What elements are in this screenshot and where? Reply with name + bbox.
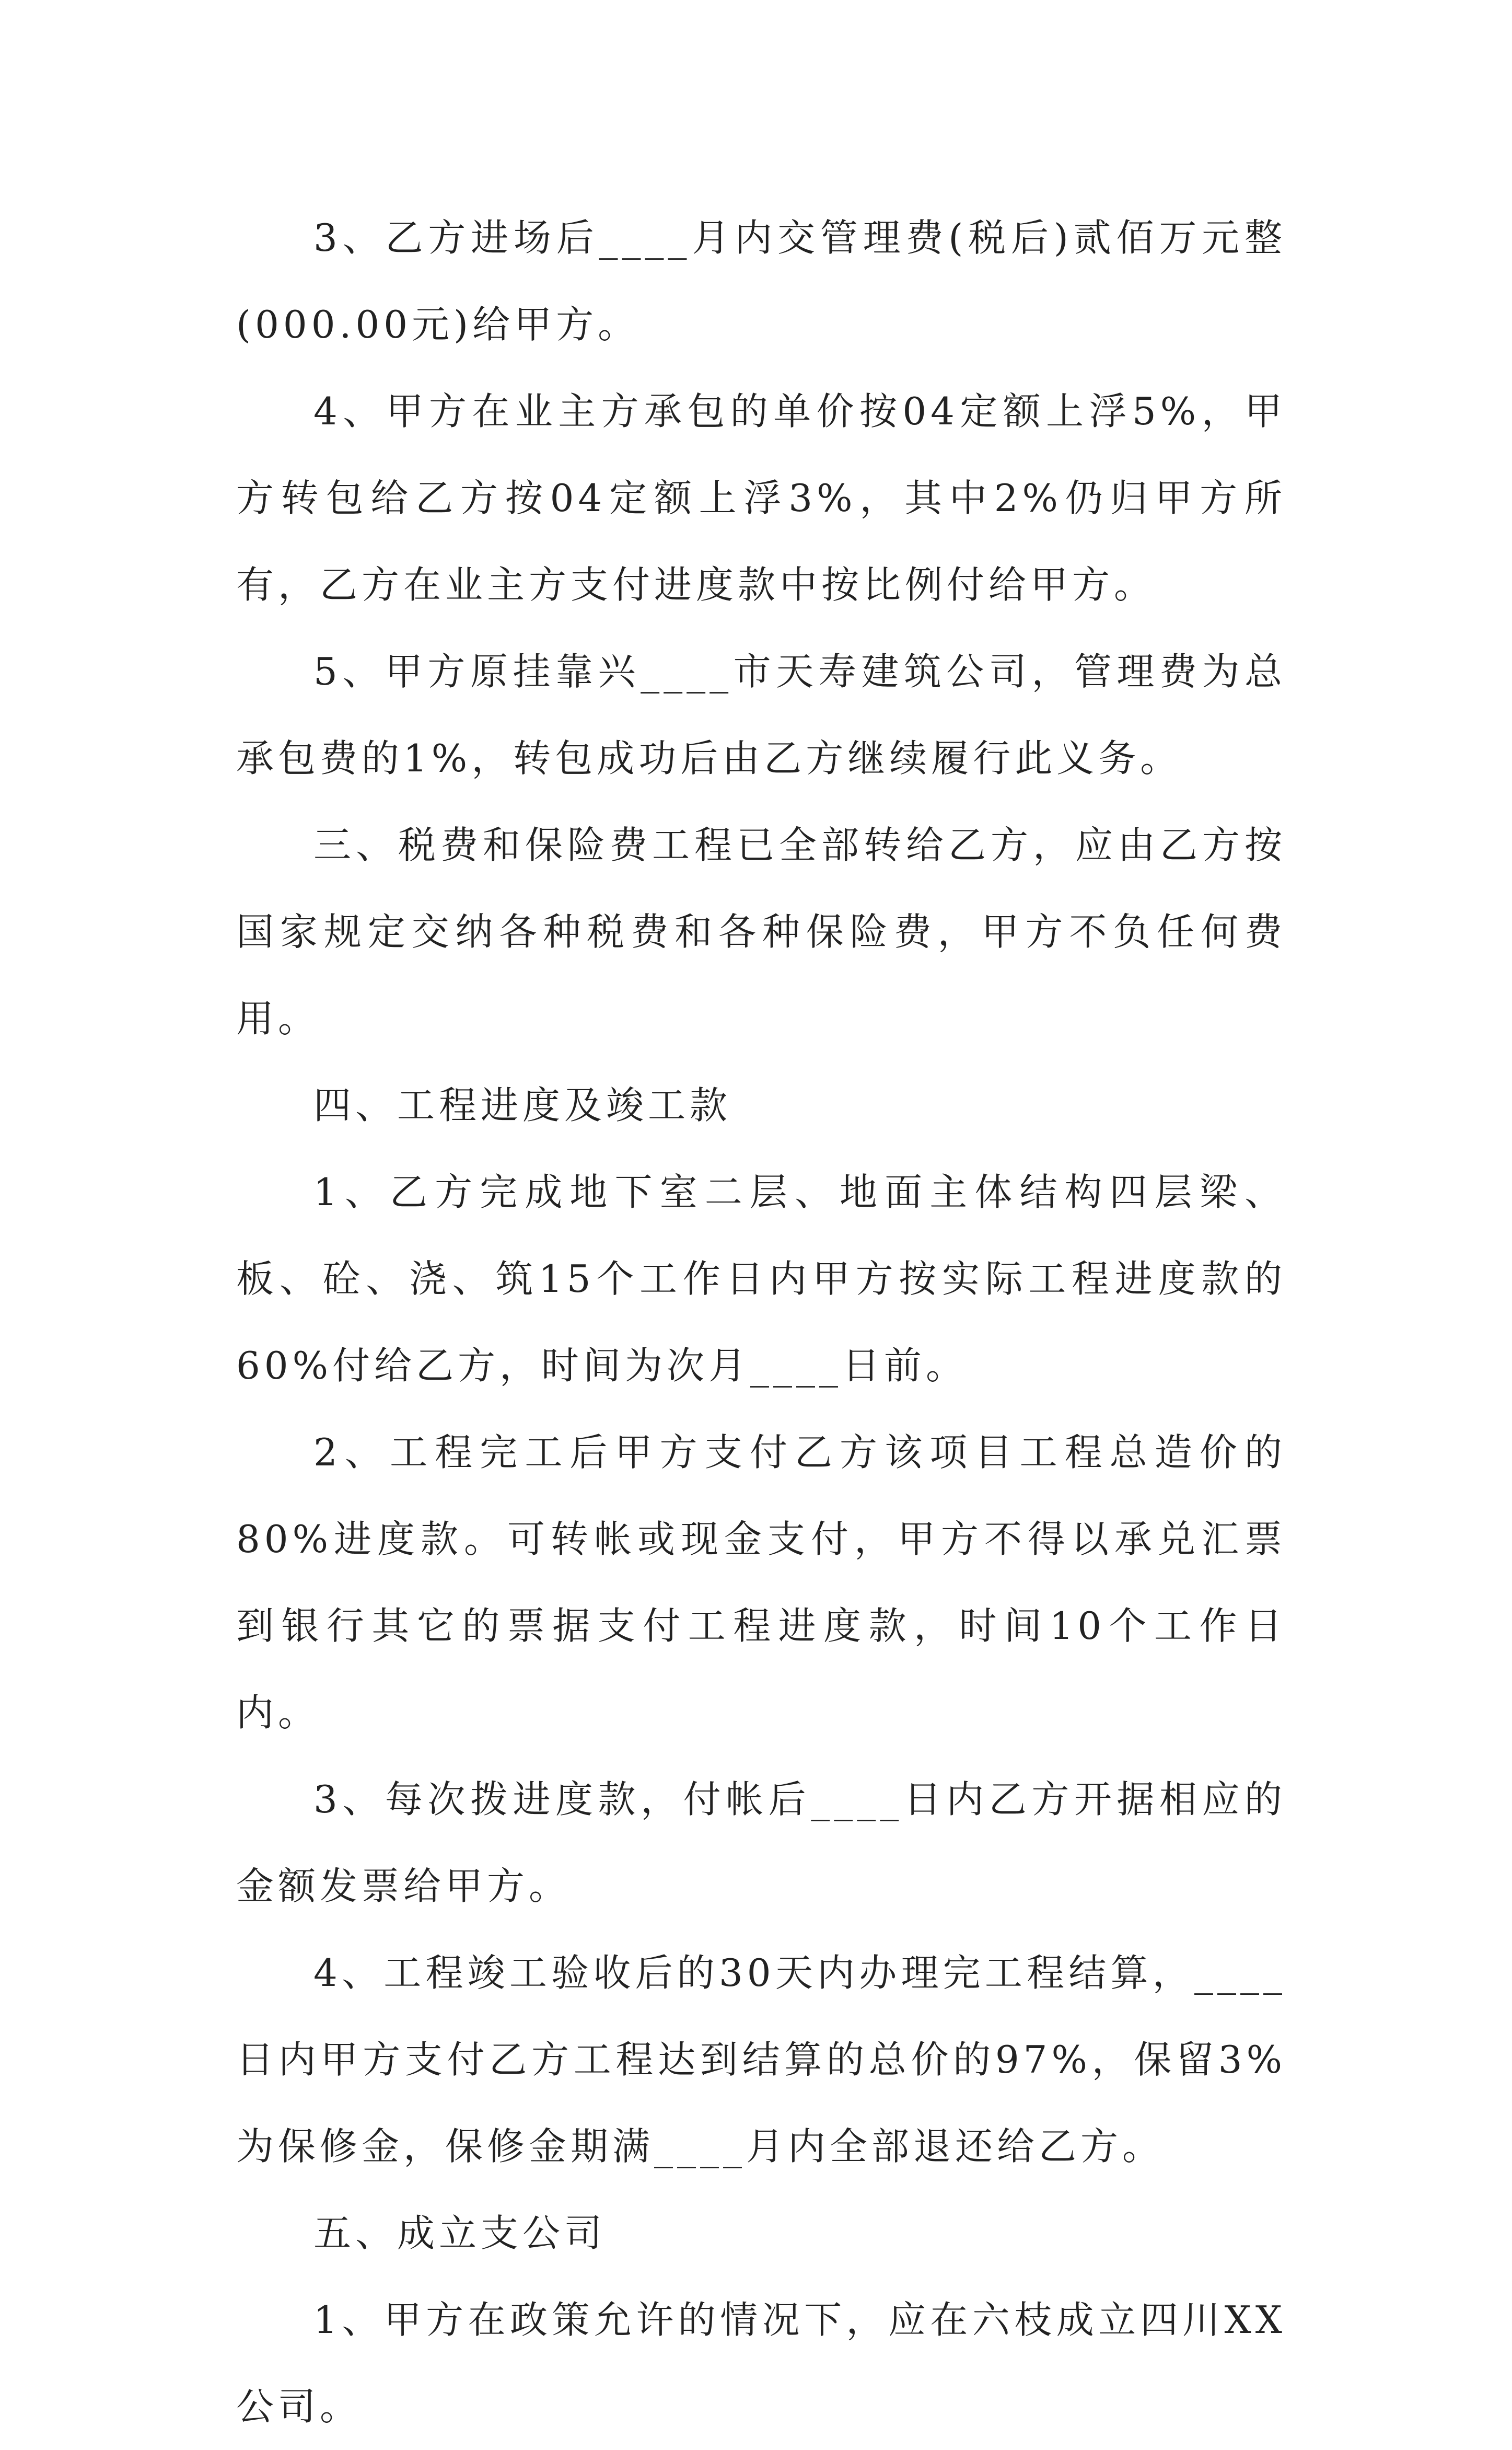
paragraph-settlement: 4、工程竣工验收后的30天内办理完工程结算，____日内甲方支付乙方工程达到结算的总价的97%，保留3%为保修金，保修金期满____月内全部退还给乙方。 [236, 1951, 1286, 2168]
document-body [236, 194, 1286, 2450]
paragraph-invoice: 3、每次拨进度款，付帐后____日内乙方开据相应的金额发票给甲方。 [236, 1777, 1286, 1908]
paragraph-progress-completion: 2、工程完工后甲方支付乙方该项目工程总造价的80%进度款。可转帐或现金支付，甲方不得以承兑汇票到银行其它的票据支付工程进度款，时间10个工作日内。 [236, 1430, 1286, 1735]
paragraph-branch-company: 1、甲方在政策允许的情况下，应在六枝成立四川XX公司。 [236, 2298, 1286, 2429]
paragraph-management-fee: 3、乙方进场后____月内交管理费(税后)贰佰万元整(000.00元)给甲方。 [236, 216, 1286, 346]
section-taxes-insurance: 三、税费和保险费工程已全部转给乙方，应由乙方按国家规定交纳各种税费和各种保险费，甲方不负任何费用。 [236, 823, 1286, 1041]
section-heading-progress-payment: 四、工程进度及竣工款 [313, 1083, 732, 1127]
paragraph-affiliation-fee: 5、甲方原挂靠兴____市天寿建筑公司，管理费为总承包费的1%，转包成功后由乙方继续履行此义务。 [236, 650, 1286, 780]
paragraph-unit-price: 4、甲方在业主方承包的单价按04定额上浮5%，甲方转包给乙方按04定额上浮3%，其中2%仍归甲方所有，乙方在业主方支付进度款中按比例付给甲方。 [236, 389, 1286, 607]
paragraph-progress-first: 1、乙方完成地下室二层、地面主体结构四层梁、板、砼、浇、筑15个工作日内甲方按实际工程进度款的60%付给乙方，时间为次月____日前。 [236, 1170, 1286, 1388]
section-heading-branch-company: 五、成立支公司 [313, 2211, 607, 2255]
